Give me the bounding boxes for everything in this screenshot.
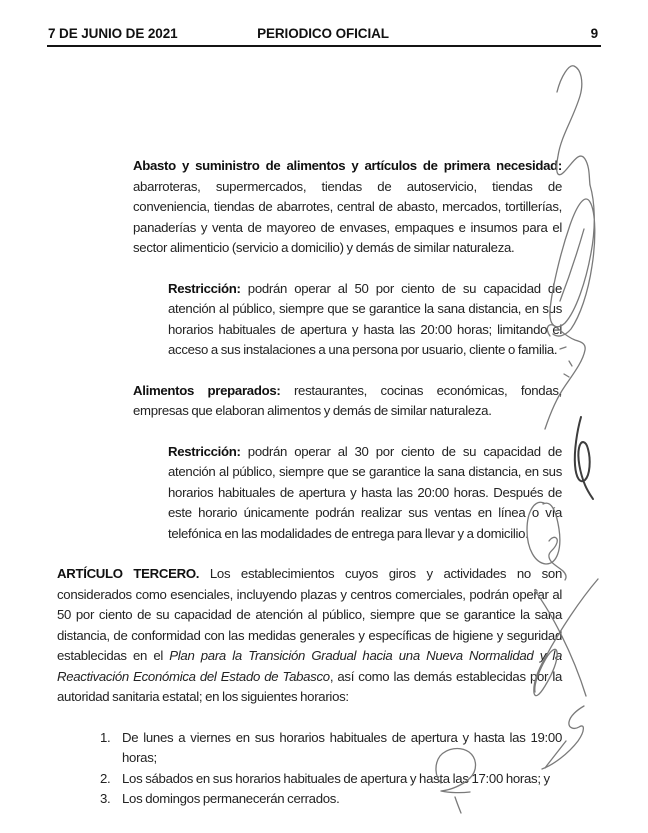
list-item-text: De lunes a viernes en sus horarios habituales de apertura y hasta las 19:00 horas; [122,729,562,765]
header-date: 7 DE JUNIO DE 2021 [48,26,178,41]
paragraph-restriccion-1-text: podrán operar al 50 por ciento de su capacidad de atención al público, siempre que se garantice la sana distancia, en sus horarios habituales de apertura y hasta las 20:00 horas; limitando el acceso a sus instalaciones a una persona por usuario, cliente o familia. [168,280,562,357]
paragraph-articulo-tercero [57,564,562,708]
paragraph-restriccion-2-text: podrán operar al 30 por ciento de su capacidad de atención al público, siempre que se garantice la sana distancia, en sus horarios habituales de apertura y hasta las 20:00 horas. Después de este horario únicamente podrán realizar sus ventas en línea o vía telefónica en las modalidades de entrega para llevar y a domicilio. [168,443,562,541]
list-item [100,769,562,790]
header-page-number: 9 [590,26,598,41]
list-item-number: 2. [100,770,111,786]
paragraph-abasto [133,156,562,259]
document-body [57,156,562,810]
paragraph-abasto-text: abarroteras, supermercados, tiendas de autoservicio, tiendas de conveniencia, tiendas de abarrotes, central de abasto, mercados, tortillerías, panaderías y venta de mayoreo de envases, empaques e insumos para el sector alimenticio (servicio a domicilio) y demás de similar naturaleza. [133,178,562,255]
list-item [100,789,562,810]
list-item-number: 1. [100,729,111,745]
list-item-text: Los sábados en sus horarios habituales de apertura y hasta las 17:00 horas; y [122,770,550,786]
paragraph-articulo-tercero-text-1: Los establecimientos cuyos giros y actividades no son considerados como esenciales, incluyendo plazas y centros comerciales, podrán operar al 50 por ciento de su capacidad de atención al público, siempre que se garantice la sana distancia, de conformidad con las medidas generales y específicas de higiene y seguridad establecidas en el [57,566,562,663]
list-item-text: Los domingos permanecerán cerrados. [122,791,340,806]
paragraph-alimentos-preparados-text: restaurantes, cocinas económicas, fondas, empresas que elaboran alimentos y demás de similar naturaleza. [133,382,563,418]
paragraph-articulo-tercero-lead: ARTÍCULO TERCERO. [57,566,200,581]
signature-scribble-top-inner-line [560,229,584,301]
page-header [48,26,598,42]
list-item [100,728,562,769]
paragraph-restriccion-2-lead: Restricción: [168,443,241,459]
signature-scribble-d [575,417,593,499]
paragraph-restriccion-2 [168,442,562,545]
header-rule [47,45,601,47]
paragraph-restriccion-1 [168,279,562,361]
list-item-number: 3. [100,791,111,806]
schedule-list [100,728,562,810]
paragraph-articulo-tercero-plan-title: Plan para la Transición Gradual hacia una Nueva Normalidad y la Reactivación Económica del Estado de Tabasco [57,648,562,684]
paragraph-alimentos-preparados-lead: Alimentos preparados: [133,382,281,398]
paragraph-restriccion-1-lead: Restricción: [168,280,241,296]
header-title: PERIODICO OFICIAL [257,26,389,41]
paragraph-articulo-tercero-text-2: , así como las demás establecidas por la autoridad sanitaria estatal; en los siguientes horarios: [57,668,562,704]
paragraph-alimentos-preparados [133,381,562,422]
paragraph-abasto-lead: Abasto y suministro de alimentos y artículos de primera necesidad: [133,158,562,173]
